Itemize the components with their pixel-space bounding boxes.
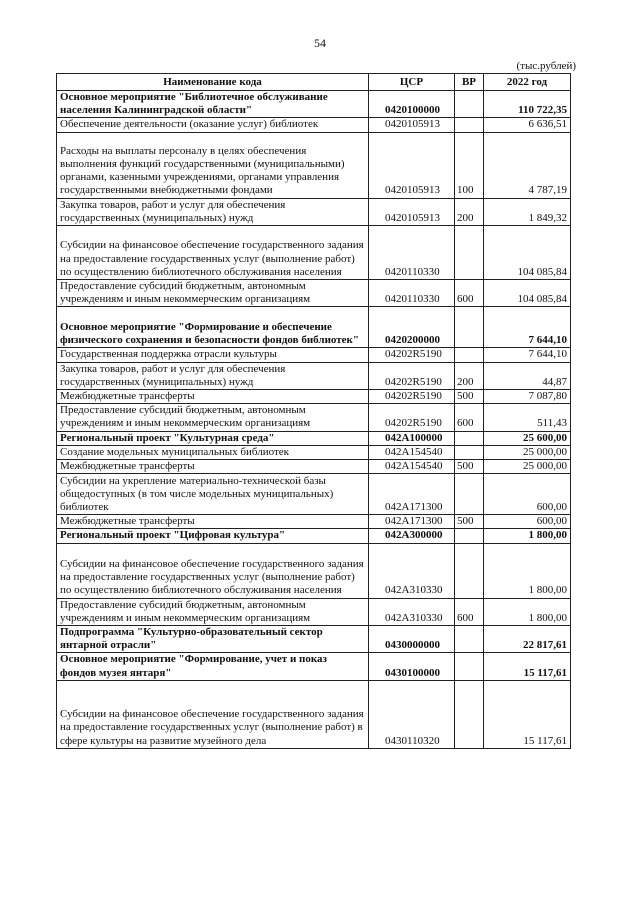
row-name-cell: Предоставление субсидий бюджетным, автономным учреждениям и иным некоммерческим организациям [57, 598, 369, 625]
row-csr-cell: 042A100000 [369, 431, 455, 445]
table-body [57, 91, 571, 749]
row-vr-cell [455, 653, 484, 680]
table-row [57, 626, 571, 653]
row-name-cell: Субсидии на укрепление материально-технической базы общедоступных (в том числе модельных муниципальных) библиотек [57, 474, 369, 515]
row-csr-cell: 0420100000 [369, 91, 455, 118]
row-amount-cell: 4 787,19 [484, 132, 571, 198]
row-name-cell: Государственная поддержка отрасли культуры [57, 348, 369, 362]
row-amount-cell: 104 085,84 [484, 280, 571, 307]
row-amount-cell: 25 000,00 [484, 445, 571, 459]
table-row [57, 404, 571, 431]
table-row [57, 653, 571, 680]
table-row [57, 198, 571, 225]
row-vr-cell: 100 [455, 132, 484, 198]
row-amount-cell: 110 722,35 [484, 91, 571, 118]
table-row [57, 598, 571, 625]
row-vr-cell: 600 [455, 404, 484, 431]
table-row [57, 543, 571, 598]
row-csr-cell: 0420110330 [369, 280, 455, 307]
row-amount-cell: 511,43 [484, 404, 571, 431]
header-csr: ЦСР [369, 74, 455, 91]
row-amount-cell: 15 117,61 [484, 680, 571, 748]
row-name-cell: Субсидии на финансовое обеспечение государственного задания на предоставление государственных услуг (выполнение работ) в сфере культуры на развитие музейного дела [57, 680, 369, 748]
row-vr-cell: 500 [455, 460, 484, 474]
row-name-cell: Закупка товаров, работ и услуг для обеспечения государственных (муниципальных) нужд [57, 362, 369, 389]
table-row [57, 431, 571, 445]
row-amount-cell: 600,00 [484, 515, 571, 529]
table-row [57, 390, 571, 404]
row-vr-cell [455, 543, 484, 598]
row-amount-cell: 25 600,00 [484, 431, 571, 445]
row-vr-cell [455, 118, 484, 132]
row-amount-cell: 104 085,84 [484, 226, 571, 280]
row-amount-cell: 7 644,10 [484, 348, 571, 362]
row-name-cell: Межбюджетные трансферты [57, 390, 369, 404]
row-csr-cell: 0430100000 [369, 653, 455, 680]
row-amount-cell: 7 087,80 [484, 390, 571, 404]
row-csr-cell: 0430110320 [369, 680, 455, 748]
units-label: (тыс.рублей) [516, 60, 576, 72]
row-csr-cell: 042A154540 [369, 460, 455, 474]
row-vr-cell: 500 [455, 515, 484, 529]
row-name-cell: Обеспечение деятельности (оказание услуг) библиотек [57, 118, 369, 132]
row-vr-cell: 600 [455, 280, 484, 307]
budget-table [56, 73, 571, 749]
row-csr-cell: 04202R5190 [369, 404, 455, 431]
row-name-cell: Расходы на выплаты персоналу в целях обеспечения выполнения функций государственными (муниципальными) органами, казенными учреждениями, органами управления государственными внебюджетными фондами [57, 132, 369, 198]
row-name-cell: Региональный проект "Культурная среда" [57, 431, 369, 445]
row-csr-cell: 04202R5190 [369, 348, 455, 362]
header-name: Наименование кода [57, 74, 369, 91]
row-vr-cell [455, 529, 484, 543]
row-vr-cell [455, 226, 484, 280]
row-name-cell: Основное мероприятие "Библиотечное обслуживание населения Калининградской области" [57, 91, 369, 118]
row-name-cell: Закупка товаров, работ и услуг для обеспечения государственных (муниципальных) нужд [57, 198, 369, 225]
row-csr-cell: 04202R5190 [369, 390, 455, 404]
row-csr-cell: 0420105913 [369, 118, 455, 132]
row-vr-cell: 200 [455, 198, 484, 225]
row-amount-cell: 1 800,00 [484, 543, 571, 598]
row-vr-cell [455, 348, 484, 362]
table-header-row [57, 74, 571, 91]
row-csr-cell: 0430000000 [369, 626, 455, 653]
row-csr-cell: 04202R5190 [369, 362, 455, 389]
row-amount-cell: 1 800,00 [484, 529, 571, 543]
table-row [57, 529, 571, 543]
row-vr-cell [455, 474, 484, 515]
row-amount-cell: 600,00 [484, 474, 571, 515]
row-name-cell: Основное мероприятие "Формирование и обеспечение физического сохранения и безопасности фондов библиотек" [57, 307, 369, 348]
row-amount-cell: 7 644,10 [484, 307, 571, 348]
table-row [57, 460, 571, 474]
row-vr-cell [455, 626, 484, 653]
row-vr-cell: 600 [455, 598, 484, 625]
row-name-cell: Субсидии на финансовое обеспечение государственного задания на предоставление государственных услуг (выполнение работ) по осуществлению библиотечного обслуживания населения [57, 543, 369, 598]
row-amount-cell: 1 849,32 [484, 198, 571, 225]
row-vr-cell [455, 91, 484, 118]
table-row [57, 132, 571, 198]
row-name-cell: Межбюджетные трансферты [57, 515, 369, 529]
row-amount-cell: 6 636,51 [484, 118, 571, 132]
row-csr-cell: 0420105913 [369, 132, 455, 198]
header-year: 2022 год [484, 74, 571, 91]
row-name-cell: Региональный проект "Цифровая культура" [57, 529, 369, 543]
table-row [57, 226, 571, 280]
header-vr: ВР [455, 74, 484, 91]
row-csr-cell: 0420110330 [369, 226, 455, 280]
row-amount-cell: 44,87 [484, 362, 571, 389]
table-row [57, 118, 571, 132]
row-name-cell: Основное мероприятие "Формирование, учет и показ фондов музея янтаря" [57, 653, 369, 680]
row-name-cell: Межбюджетные трансферты [57, 460, 369, 474]
row-name-cell: Создание модельных муниципальных библиотек [57, 445, 369, 459]
table-row [57, 680, 571, 748]
row-name-cell: Подпрограмма "Культурно-образовательный сектор янтарной отрасли" [57, 626, 369, 653]
table-row [57, 91, 571, 118]
row-amount-cell: 25 000,00 [484, 460, 571, 474]
table-row [57, 445, 571, 459]
row-vr-cell: 500 [455, 390, 484, 404]
row-amount-cell: 22 817,61 [484, 626, 571, 653]
row-vr-cell [455, 680, 484, 748]
row-csr-cell: 042A171300 [369, 474, 455, 515]
table-row [57, 362, 571, 389]
row-csr-cell: 0420105913 [369, 198, 455, 225]
row-vr-cell [455, 445, 484, 459]
table-row [57, 348, 571, 362]
row-csr-cell: 042A154540 [369, 445, 455, 459]
row-amount-cell: 1 800,00 [484, 598, 571, 625]
row-csr-cell: 042A300000 [369, 529, 455, 543]
table-row [57, 307, 571, 348]
row-vr-cell [455, 431, 484, 445]
row-vr-cell: 200 [455, 362, 484, 389]
row-vr-cell [455, 307, 484, 348]
table-row [57, 474, 571, 515]
row-name-cell: Предоставление субсидий бюджетным, автономным учреждениям и иным некоммерческим организациям [57, 404, 369, 431]
row-csr-cell: 0420200000 [369, 307, 455, 348]
row-csr-cell: 042A310330 [369, 543, 455, 598]
page-number: 54 [314, 36, 326, 50]
row-csr-cell: 042A171300 [369, 515, 455, 529]
row-csr-cell: 042A310330 [369, 598, 455, 625]
table-row [57, 280, 571, 307]
row-amount-cell: 15 117,61 [484, 653, 571, 680]
row-name-cell: Предоставление субсидий бюджетным, автономным учреждениям и иным некоммерческим организациям [57, 280, 369, 307]
row-name-cell: Субсидии на финансовое обеспечение государственного задания на предоставление государственных услуг (выполнение работ) по осуществлению библиотечного обслуживания населения [57, 226, 369, 280]
table-row [57, 515, 571, 529]
